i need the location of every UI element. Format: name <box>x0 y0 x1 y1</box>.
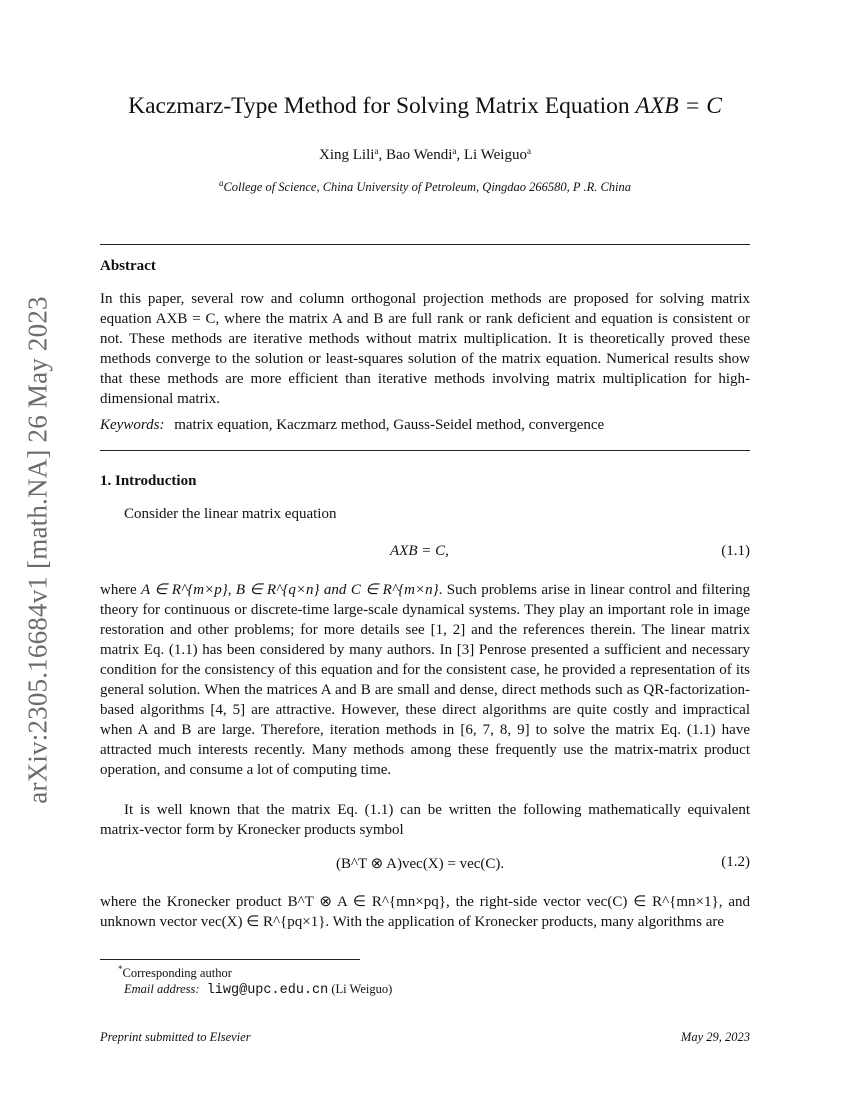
footnote-corresponding-text: Corresponding author <box>122 966 232 980</box>
intro-paragraph-2: where A ∈ R^{m×p}, B ∈ R^{q×n} and C ∈ R^{m×n}. Such problems arise in linear control and filtering theory for continuous or discrete-time large-scale dynamical systems. They play an important role in image restoration and other problems; for more details see [1, 2] and the references therein. The linear matrix matrix Eq. (1.1) has been considered by many authors. In [3] Penrose presented a sufficient and necessary condition for the consistency of this equation and for the consistent case, he provided a representation of its general solution. When the matrices A and B are small and dense, direct methods such as QR-factorization-based algorithms [4, 5] are attractive. However, these direct algorithms are quite costly and impractical when A and B are large. Therefore, iteration methods in [6, 7, 8, 9] to solve the matrix Eq. (1.1) have attracted much interests recently. Many methods among these frequently use the matrix-matrix product operation, and consume a lot of computing time. <box>100 582 750 778</box>
author-name: Li Weiguo <box>463 147 527 163</box>
author-affiliation-mark: a <box>452 146 457 156</box>
affiliation-text: College of Science, China University of Petroleum, Qingdao 266580, P .R. China <box>223 180 632 194</box>
author-affiliation-mark: a <box>526 146 531 156</box>
affiliation-mark: a <box>218 178 224 188</box>
author-affiliation-mark: a <box>374 146 379 156</box>
paper-title-math: AXB = C <box>635 93 722 119</box>
intro-sentence: Consider the linear matrix equation <box>124 506 337 522</box>
intro-paragraph-3: It is well known that the matrix Eq. (1.1) can be written the following mathematically equivalent matrix-vector form by Kronecker products symbol <box>100 802 750 838</box>
equation-number-1-1: (1.1) <box>721 543 750 559</box>
author-separator: , <box>456 147 464 163</box>
para2-body: Such problems arise in linear control and filtering theory for continuous or discrete-time large-scale dynamical systems. They play an important role in image restoration and other problems; for more details see [1, 2] and the references therein. The linear matrix matrix Eq. (1.1) has been considered by many authors. In [3] Penrose presented a sufficient and necessary condition for the consistency of this equation and for the consistent case, he provided a representation of its general solution. When the matrices A and B are small and dense, direct methods such as QR-factorization-based algorithms [4, 5] are attractive. However, these direct algorithms are quite costly and impractical when A and B are large. Therefore, iteration methods in [6, 7, 8, 9] to solve the matrix Eq. (1.1) have attracted much interests recently. Many methods among these frequently use the matrix-matrix product operation, and consume a lot of computing time. <box>100 582 750 778</box>
author-name: Bao Wendi <box>385 147 453 163</box>
affiliation <box>0 178 850 195</box>
paper-title-text: Kaczmarz-Type Method for Solving Matrix Equation <box>128 93 636 119</box>
email-address[interactable]: liwg@upc.edu.cn <box>206 983 329 998</box>
abstract-top-rule <box>100 244 750 245</box>
author-list <box>0 146 850 164</box>
equation-1-2: (B^T ⊗ A)vec(X) = vec(C). <box>336 856 505 872</box>
footnote-corresponding <box>118 964 232 981</box>
paper-title <box>0 93 850 120</box>
keywords-line <box>100 417 750 434</box>
email-owner: (Li Weiguo) <box>331 982 393 996</box>
arxiv-identifier: arXiv:2305.16684v1 [math.NA] 26 May 2023 <box>22 296 53 804</box>
section-heading-introduction: 1. Introduction <box>100 473 197 489</box>
abstract-heading: Abstract <box>100 258 156 274</box>
footnote-email <box>124 982 392 998</box>
footnote-mark: * <box>118 964 123 974</box>
equation-1-1: AXB = C, <box>390 543 449 559</box>
para2-lead: where <box>100 582 142 598</box>
preprint-note: Preprint submitted to Elsevier <box>100 1030 251 1044</box>
abstract-text: In this paper, several row and column orthogonal projection methods are proposed for solving matrix equation AXB = C, where the matrix A and B are full rank or rank deficient and equation is consistent or not. These methods are iterative methods without matrix multiplication. It is theoretically proved these methods converge to the solution or least-squares solution of the matrix equation. Numerical results show that these methods are more efficient than iterative methods involving matrix multiplication for high-dimensional matrix. <box>100 291 750 407</box>
abstract-bottom-rule <box>100 450 750 451</box>
preprint-date: May 29, 2023 <box>680 1030 750 1044</box>
keywords-label: Keywords: <box>100 417 165 433</box>
email-label: Email address: <box>124 982 200 996</box>
keywords-list: matrix equation, Kaczmarz method, Gauss-Seidel method, convergence <box>174 417 605 433</box>
matrix-dimensions: A ∈ R^{m×p}, B ∈ R^{q×n} and C ∈ R^{m×n} <box>141 582 439 598</box>
author-name: Xing Lili <box>319 147 375 163</box>
intro-paragraph-4: where the Kronecker product B^T ⊗ A ∈ R^{mn×pq}, the right-side vector vec(C) ∈ R^{mn×1}, and unknown vector vec(X) ∈ R^{pq×1}. With the application of Kronecker products, many algorithms are <box>100 894 750 930</box>
equation-number-1-2: (1.2) <box>721 854 750 870</box>
footnote-rule <box>100 959 360 960</box>
author-separator: , <box>378 147 386 163</box>
